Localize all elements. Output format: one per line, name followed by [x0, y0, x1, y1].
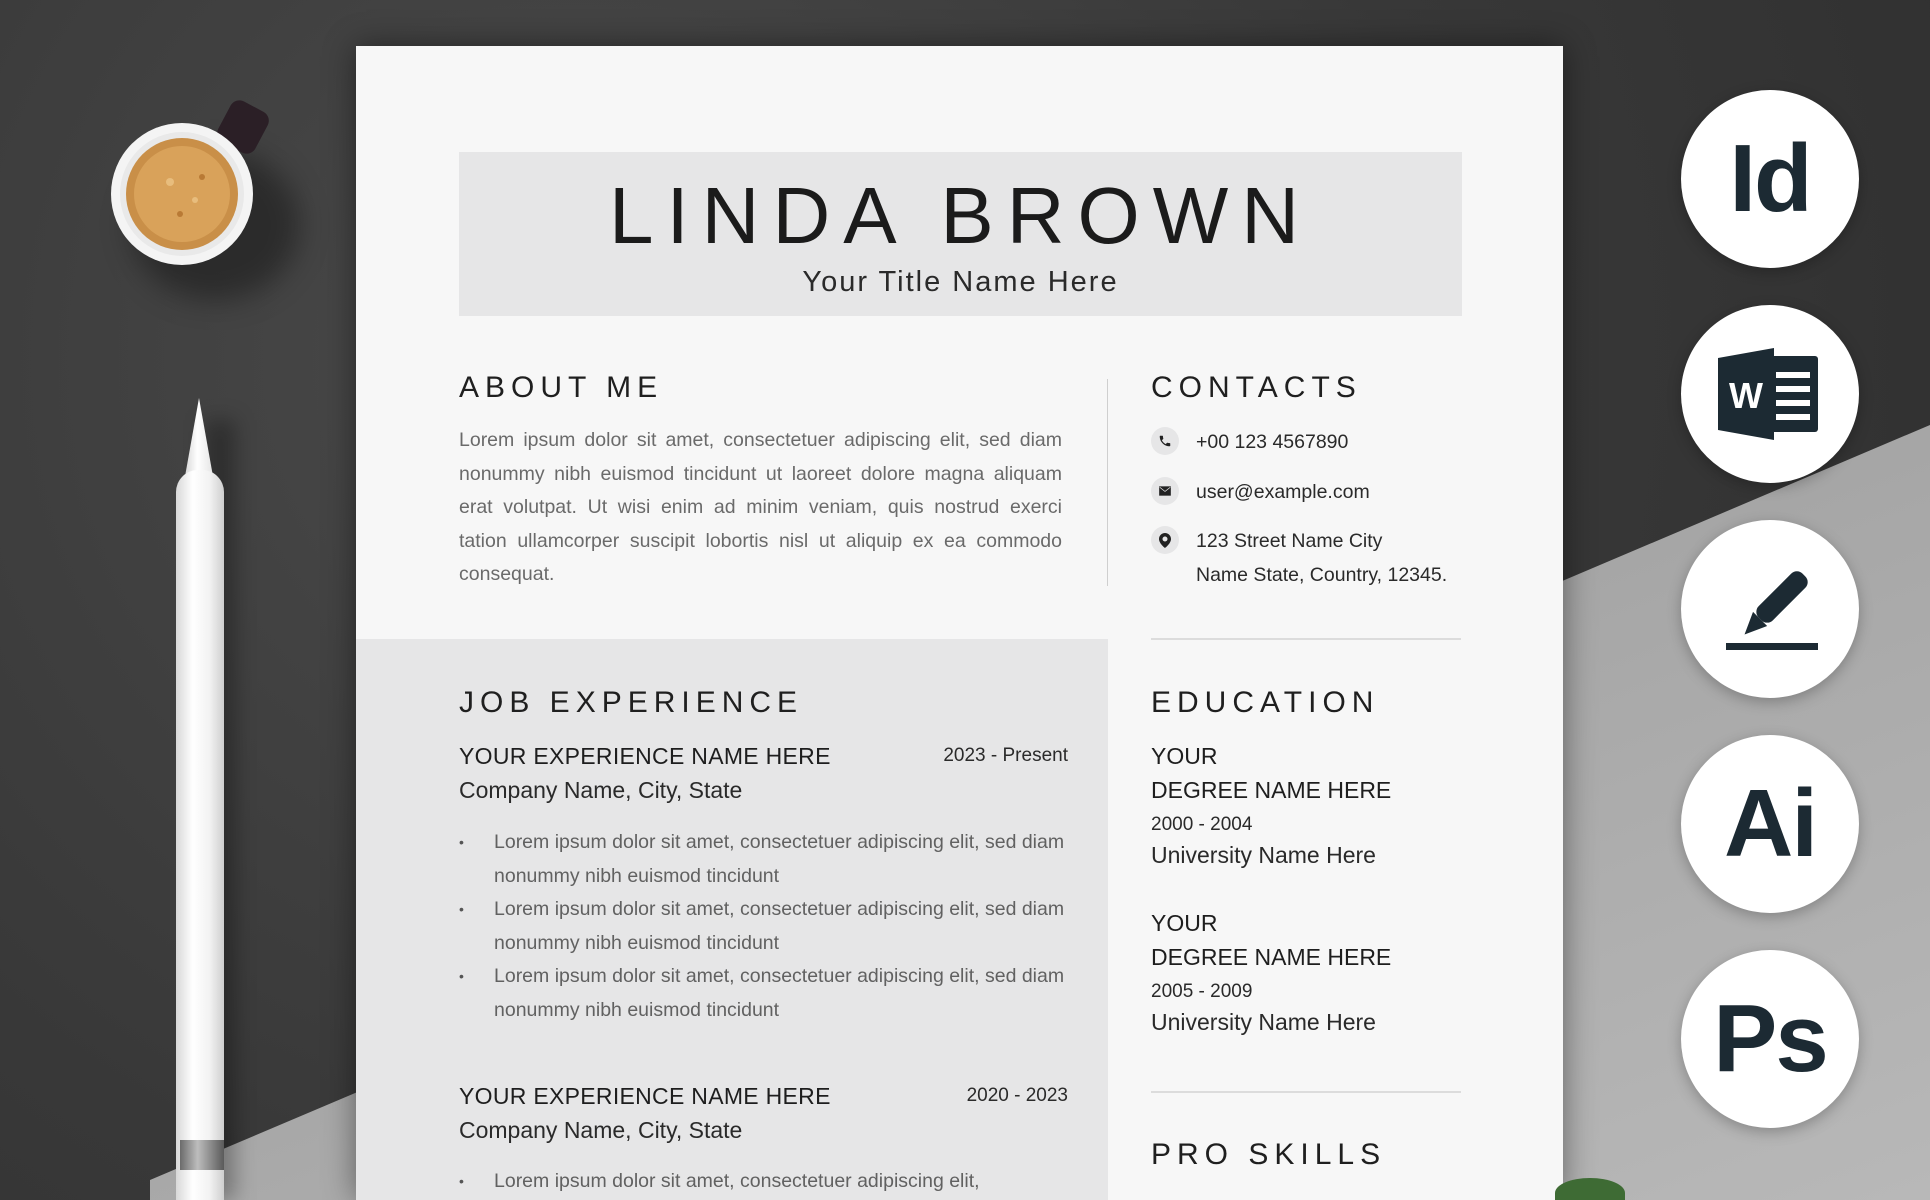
job-2-bullets — [459, 1165, 1079, 1199]
photoshop-badge — [1681, 950, 1859, 1128]
about-heading: ABOUT ME — [459, 371, 664, 404]
contact-phone-text: +00 123 4567890 — [1196, 431, 1349, 453]
education-2-degree — [1151, 907, 1391, 974]
pencil-band — [180, 1140, 224, 1170]
education-2-years: 2005 - 2009 — [1151, 981, 1253, 1002]
education-1-university: University Name Here — [1151, 842, 1376, 868]
job-1-bullet-2: • Lorem ipsum dolor sit amet, consectetuer adipiscing elit, sed diam nonummy nibh euismod tincidunt — [459, 893, 1079, 960]
contact-email-text: user@example.com — [1196, 481, 1370, 503]
resume-header — [459, 152, 1462, 316]
contact-address-text — [1196, 525, 1447, 592]
education-1-degree — [1151, 740, 1391, 807]
contact-address — [1151, 525, 1447, 592]
job-1-bullet-3: • Lorem ipsum dolor sit amet, consectetuer adipiscing elit, sed diam nonummy nibh euismod tincidunt — [459, 960, 1079, 1027]
address-line-1: 123 Street Name City — [1196, 530, 1383, 552]
contact-phone — [1151, 426, 1348, 460]
pen-icon — [1718, 561, 1822, 657]
phone-icon — [1151, 427, 1179, 455]
job-1-bullet-1: • Lorem ipsum dolor sit amet, consectetuer adipiscing elit, sed diam nonummy nibh euismod tincidunt — [459, 826, 1079, 893]
education-2-degree-line2: DEGREE NAME HERE — [1151, 943, 1392, 970]
location-pin-icon — [1151, 526, 1179, 554]
envelope-icon — [1151, 477, 1179, 505]
education-divider — [1151, 1091, 1461, 1093]
education-2-university: University Name Here — [1151, 1009, 1376, 1035]
plant-leaf — [1555, 1178, 1625, 1200]
address-line-2: Name State, Country, 12345. — [1196, 563, 1448, 586]
job-1-dates: 2023 - Present — [943, 745, 1068, 766]
word-badge — [1681, 305, 1859, 483]
contact-email — [1151, 476, 1370, 510]
resume-name: LINDA BROWN — [608, 171, 1313, 260]
word-icon — [1718, 346, 1822, 442]
job-2-company: Company Name, City, State — [459, 1117, 743, 1143]
education-2-degree-line1: YOUR — [1151, 910, 1218, 936]
job-1-bullets — [459, 826, 1079, 1027]
word-icon-letter: W — [1729, 375, 1763, 416]
indesign-icon: Id — [1729, 125, 1811, 232]
job-1-title: YOUR EXPERIENCE NAME HERE — [459, 743, 831, 769]
experience-heading: JOB EXPERIENCE — [459, 686, 804, 719]
illustrator-badge — [1681, 735, 1859, 913]
job-2-dates: 2020 - 2023 — [966, 1085, 1068, 1106]
illustrator-icon: Ai — [1724, 770, 1816, 877]
education-heading: EDUCATION — [1151, 686, 1380, 719]
about-text: Lorem ipsum dolor sit amet, consectetuer adipiscing elit, sed diam nonummy nibh euismod tincidunt ut laoreet dolore magna aliquam erat volutpat. Ut wisi enim ad minim veniam, quis nostrud exerci tation ullamcorper suscipit lobortis nisl ut aliquip ex ea commodo consequat. — [459, 429, 1062, 585]
contacts-divider — [1151, 638, 1461, 640]
education-1-degree-line1: YOUR — [1151, 743, 1218, 769]
contacts-heading: CONTACTS — [1151, 371, 1362, 404]
indesign-badge — [1681, 90, 1859, 268]
job-2-title: YOUR EXPERIENCE NAME HERE — [459, 1083, 831, 1109]
job-1-company: Company Name, City, State — [459, 777, 743, 803]
coffee-cup-image — [110, 122, 255, 267]
job-2-bullet-1: • Lorem ipsum dolor sit amet, consectetuer adipiscing elit, — [459, 1165, 1079, 1199]
column-divider — [1107, 379, 1108, 586]
education-1-years: 2000 - 2004 — [1151, 814, 1253, 835]
skills-heading: PRO SKILLS — [1151, 1138, 1387, 1171]
resume-page — [356, 46, 1563, 1200]
pen-badge — [1681, 520, 1859, 698]
photoshop-icon: Ps — [1713, 985, 1827, 1092]
education-1-degree-line2: DEGREE NAME HERE — [1151, 776, 1392, 803]
resume-subtitle: Your Title Name Here — [802, 266, 1119, 298]
pencil-body — [176, 470, 224, 1200]
